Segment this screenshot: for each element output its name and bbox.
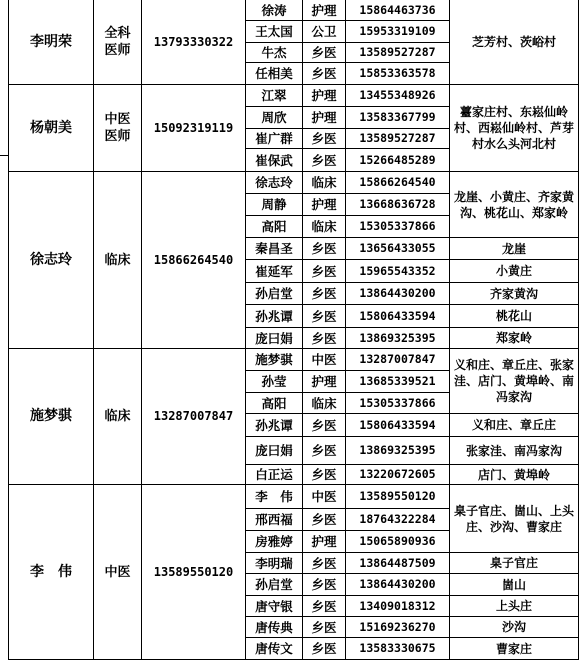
doctor-name: 施梦骐 [9,349,94,485]
member-phone: 13287007847 [346,349,450,371]
member-name: 唐传典 [246,617,303,638]
member-phone: 13220672605 [346,465,450,485]
service-area: 义和庄、章丘庄 [450,414,579,437]
member-name: 高阳 [246,216,303,238]
member-phone: 13864430200 [346,574,450,596]
member-phone: 15864463736 [346,0,450,21]
member-phone: 15953319109 [346,21,450,43]
service-area: 臬子官庄 [450,553,579,574]
doctor-specialty: 全科 医师 [94,0,142,85]
member-phone: 13583330675 [346,638,450,660]
member-role: 护理 [303,85,346,107]
member-name: 施梦骐 [246,349,303,371]
table-row [9,0,579,21]
doctor-phone: 13287007847 [142,349,246,485]
member-phone: 13864487509 [346,553,450,574]
member-role: 乡医 [303,283,346,305]
member-role: 中医 [303,485,346,509]
member-phone: 13589527287 [346,129,450,149]
service-area: 薹家庄村、东崧仙岭村、西崧仙岭村、芦芽村水么头河北村 [450,85,579,172]
doctor-name: 徐志玲 [9,172,94,349]
service-area: 龙崖 [450,238,579,260]
member-role: 乡医 [303,305,346,328]
member-role: 护理 [303,194,346,216]
member-phone: 18764322284 [346,509,450,531]
service-area: 上头庄 [450,596,579,617]
member-name: 唐守银 [246,596,303,617]
service-area: 郑家岭 [450,328,579,349]
member-role: 乡医 [303,437,346,465]
member-name: 秦昌圣 [246,238,303,260]
member-phone: 13668636728 [346,194,450,216]
member-role: 护理 [303,0,346,21]
member-phone: 13685339521 [346,371,450,393]
doctor-phone: 13589550120 [142,485,246,660]
doctor-name: 李 伟 [9,485,94,660]
member-phone: 13869325395 [346,328,450,349]
service-area: 义和庄、章丘庄、张家洼、店门、黄埠岭、南冯家沟 [450,349,579,414]
service-area: 桃花山 [450,305,579,328]
member-phone: 13583367799 [346,107,450,129]
member-name: 周静 [246,194,303,216]
member-name: 江翠 [246,85,303,107]
service-area: 曹家庄 [450,638,579,660]
service-area: 臬子官庄、崮山、上头庄、沙沟、曹家庄 [450,485,579,553]
member-name: 孙兆谭 [246,305,303,328]
member-role: 乡医 [303,43,346,63]
member-role: 乡医 [303,638,346,660]
member-role: 公卫 [303,21,346,43]
service-area: 龙崖、小黄庄、齐家黄沟、桃花山、郑家岭 [450,172,579,238]
member-phone: 15266485289 [346,149,450,172]
member-phone: 15806433594 [346,414,450,437]
doctor-specialty: 中医 医师 [94,85,142,172]
member-name: 任相美 [246,63,303,85]
member-phone: 15305337866 [346,216,450,238]
member-phone: 15853363578 [346,63,450,85]
member-role: 乡医 [303,238,346,260]
table-row [9,172,579,194]
member-name: 庞曰娟 [246,328,303,349]
member-phone: 13864430200 [346,283,450,305]
doctor-phone: 15092319119 [142,85,246,172]
member-role: 临床 [303,216,346,238]
member-role: 临床 [303,393,346,414]
service-area: 沙沟 [450,617,579,638]
member-name: 庞曰娟 [246,437,303,465]
member-role: 中医 [303,349,346,371]
member-phone: 13869325395 [346,437,450,465]
doctor-specialty: 临床 [94,172,142,349]
member-phone: 13589527287 [346,43,450,63]
doctor-phone: 13793330322 [142,0,246,85]
member-role: 乡医 [303,129,346,149]
member-phone: 15305337866 [346,393,450,414]
member-name: 李明瑞 [246,553,303,574]
member-role: 临床 [303,172,346,194]
member-name: 李 伟 [246,485,303,509]
member-name: 周欣 [246,107,303,129]
member-phone: 15065890936 [346,531,450,553]
member-phone: 13409018312 [346,596,450,617]
member-name: 唐传文 [246,638,303,660]
member-role: 乡医 [303,509,346,531]
doctor-phone: 15866264540 [142,172,246,349]
member-phone: 13455348926 [346,85,450,107]
member-name: 崔保武 [246,149,303,172]
table-body [9,0,579,660]
doctor-specialty: 临床 [94,349,142,485]
member-role: 乡医 [303,63,346,85]
member-phone: 15965543352 [346,260,450,283]
member-name: 崔延军 [246,260,303,283]
service-area: 张家洼、南冯家沟 [450,437,579,465]
doctor-name: 李明荣 [9,0,94,85]
member-name: 徐志玲 [246,172,303,194]
member-phone: 15866264540 [346,172,450,194]
member-name: 孙启堂 [246,574,303,596]
service-area: 芝芳村、茨峪村 [450,0,579,85]
table-row [9,349,579,371]
member-role: 乡医 [303,149,346,172]
doctor-specialty: 中医 [94,485,142,660]
member-role: 乡医 [303,414,346,437]
member-name: 孙启堂 [246,283,303,305]
member-phone: 15806433594 [346,305,450,328]
member-role: 乡医 [303,553,346,574]
service-area: 店门、黄埠岭 [450,465,579,485]
member-role: 乡医 [303,574,346,596]
member-name: 王太国 [246,21,303,43]
service-area: 小黄庄 [450,260,579,283]
member-role: 乡医 [303,328,346,349]
table-row [9,85,579,107]
member-phone: 13589550120 [346,485,450,509]
service-area: 齐家黄沟 [450,283,579,305]
member-name: 孙兆谭 [246,414,303,437]
member-name: 牛杰 [246,43,303,63]
doctor-name: 杨朝美 [9,85,94,172]
member-role: 护理 [303,371,346,393]
member-role: 乡医 [303,260,346,283]
member-role: 护理 [303,107,346,129]
member-name: 白正运 [246,465,303,485]
member-role: 乡医 [303,617,346,638]
member-name: 孙莹 [246,371,303,393]
doctor-team-table [8,0,579,660]
member-name: 崔广群 [246,129,303,149]
member-phone: 15169236270 [346,617,450,638]
member-role: 护理 [303,531,346,553]
member-role: 乡医 [303,465,346,485]
member-name: 房雅婷 [246,531,303,553]
service-area: 崮山 [450,574,579,596]
member-name: 徐涛 [246,0,303,21]
member-name: 邢西福 [246,509,303,531]
table-row [9,485,579,509]
member-name: 高阳 [246,393,303,414]
member-role: 乡医 [303,596,346,617]
member-phone: 13656433055 [346,238,450,260]
